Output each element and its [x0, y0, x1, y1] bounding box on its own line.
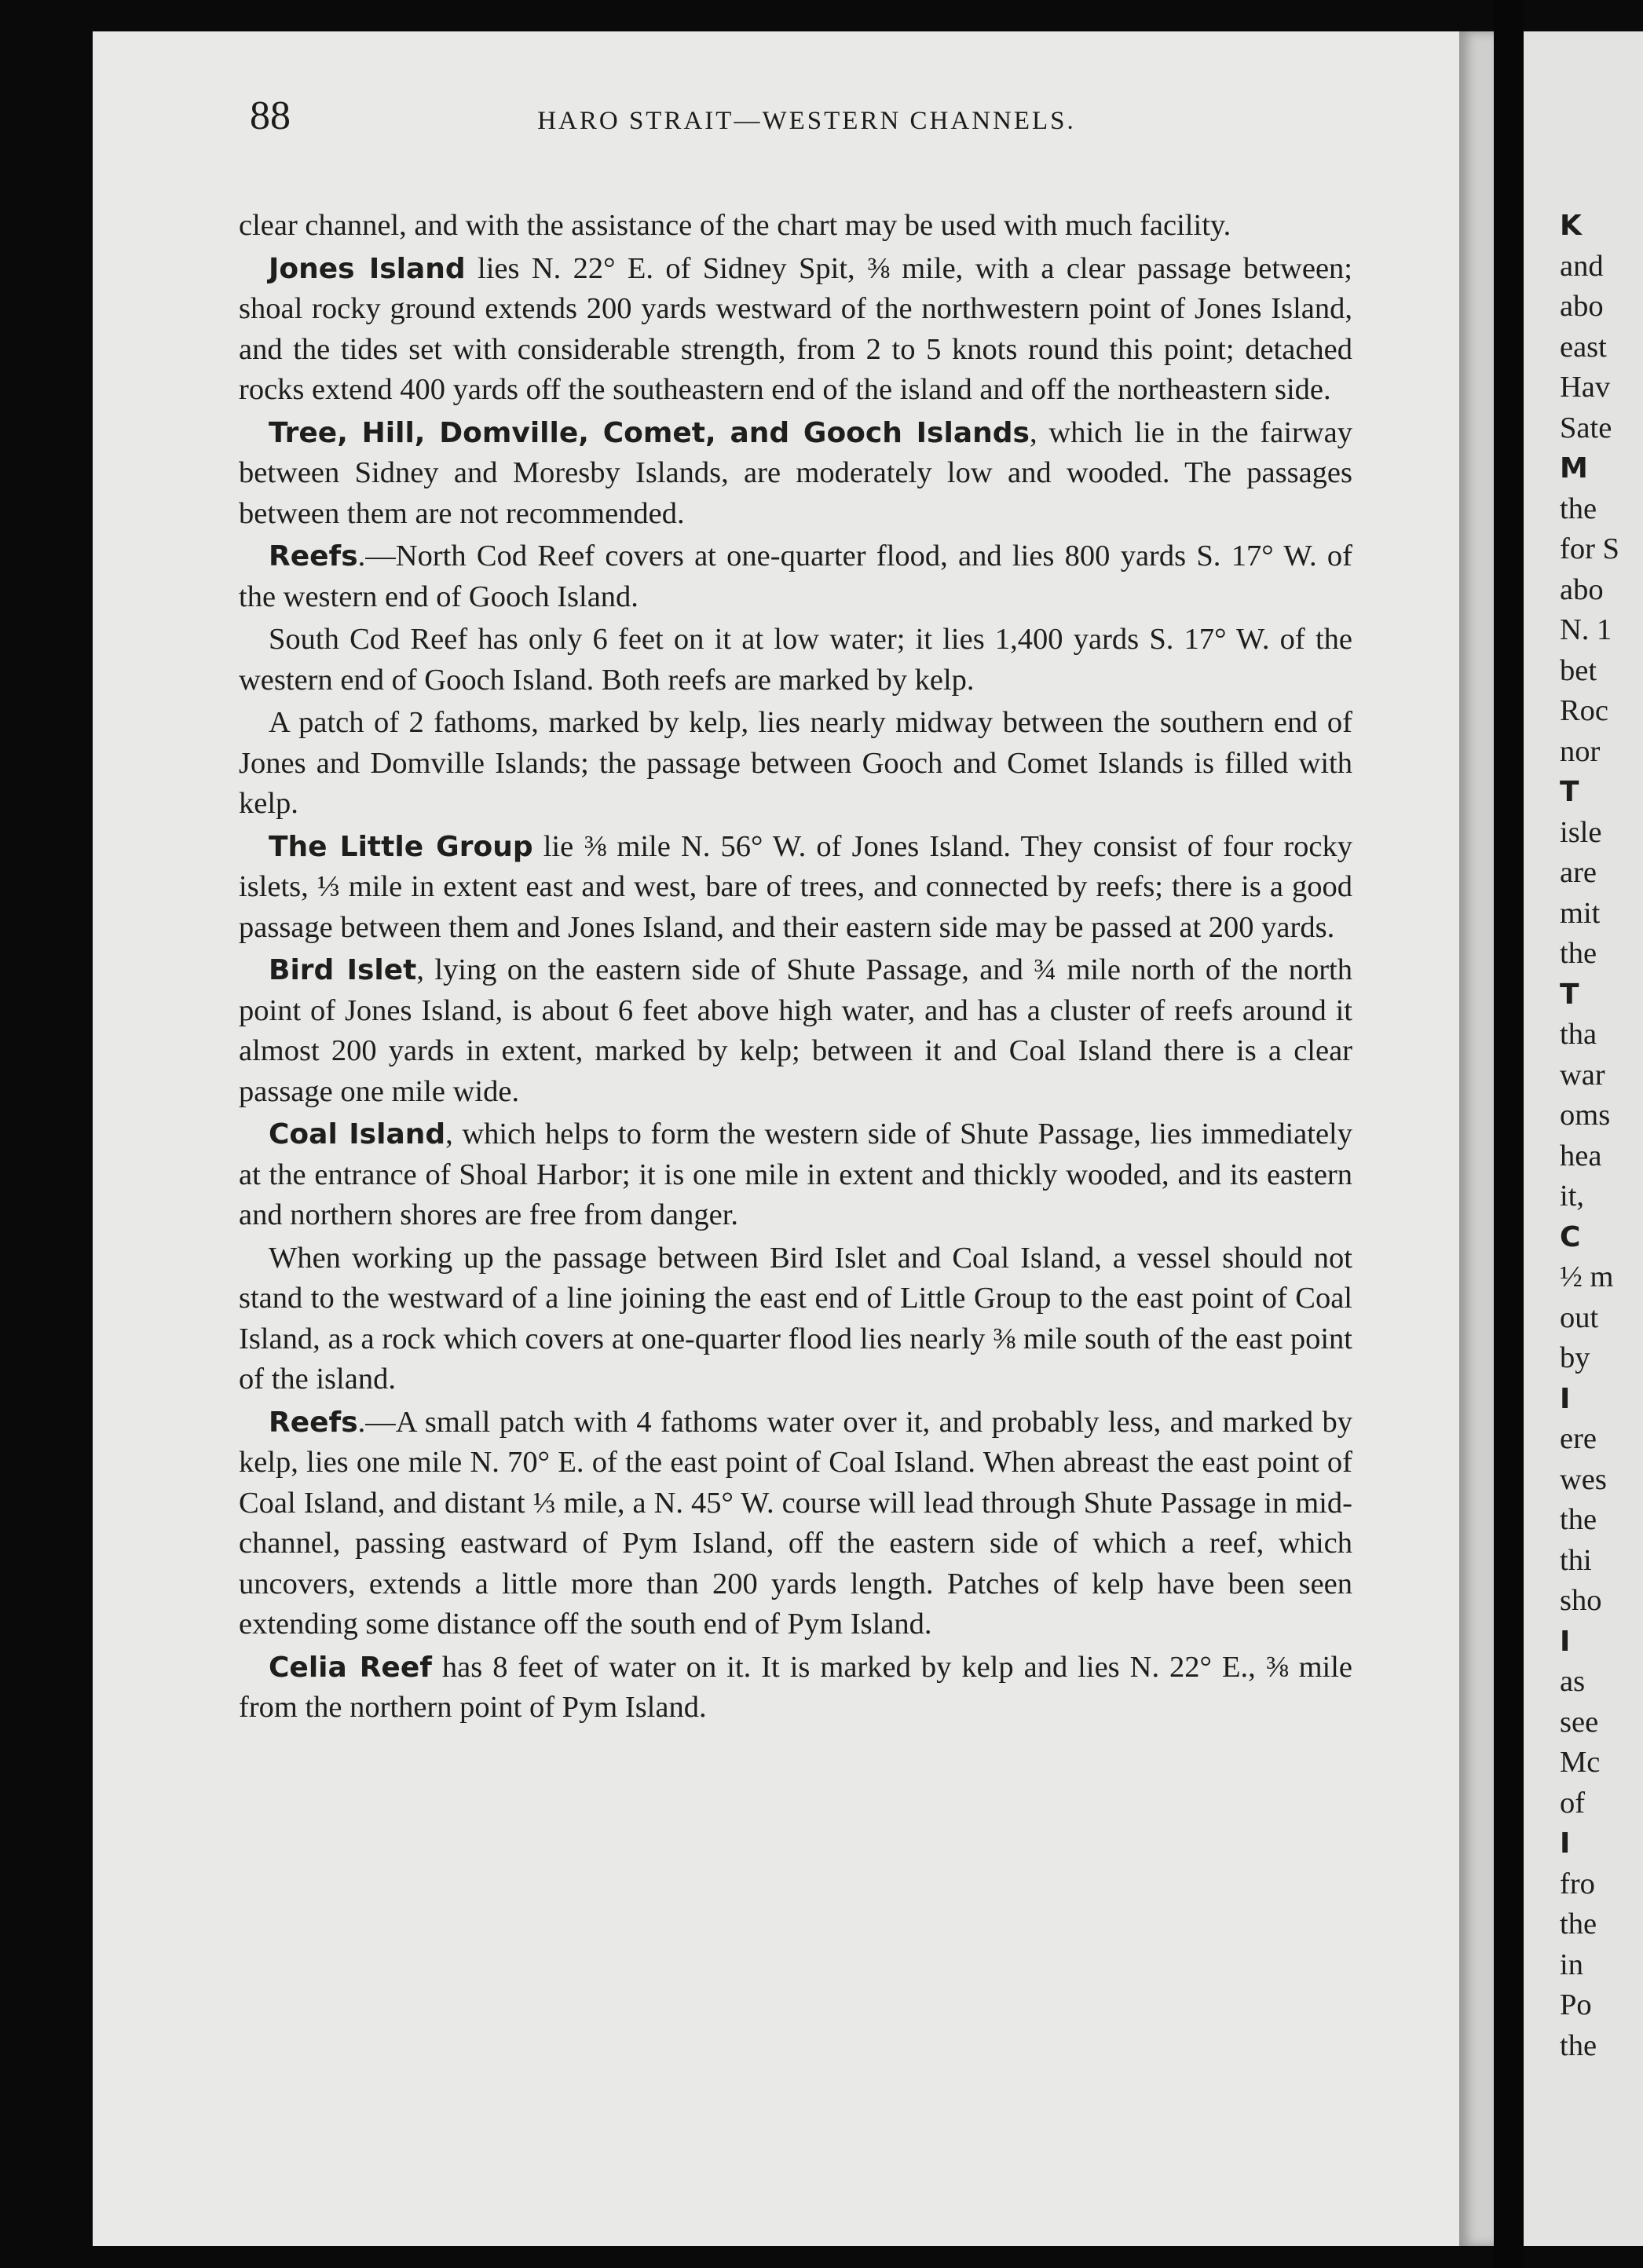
right-page-fragment: T — [1560, 978, 1579, 1011]
paragraph-heading: Bird Islet — [269, 954, 417, 986]
right-page-fragment: mit — [1560, 896, 1601, 930]
right-page-fragment: and — [1560, 249, 1604, 283]
paragraph-text: When working up the passage between Bird Islet and Coal Island, a vessel should not stand to the westward of a line joining the east end of Little Group to the east point of Coal Island, as a rock which covers at one-quarter flood lies nearly ⅜ mile south of the east point of the island. — [239, 1241, 1352, 1396]
right-page-fragment: abo — [1560, 290, 1604, 323]
right-page-fragment: C — [1560, 1220, 1581, 1253]
right-page-fragment: for S — [1560, 532, 1619, 565]
right-page-fragment: east — [1560, 330, 1607, 364]
paragraph-heading: Jones Island — [269, 252, 466, 285]
right-page-fragment: of — [1560, 1786, 1586, 1820]
right-page-fragment: ½ m — [1560, 1260, 1614, 1293]
right-page-fragment: I — [1560, 1827, 1571, 1860]
right-page-fragment: ere — [1560, 1422, 1597, 1455]
right-page-fragment: in — [1560, 1948, 1583, 1981]
page-number: 88 — [250, 93, 291, 138]
paragraph-text: , which lie in the fairway between Sidney and Moresby Islands, are moderately low and wooded. The passages between them are not recommended. — [239, 415, 1352, 530]
paragraph — [239, 827, 1352, 949]
right-page-fragment: abo — [1560, 572, 1604, 606]
paragraph-text: clear channel, and with the assistance of the chart may be used with much facility. — [239, 209, 1231, 242]
page-gutter-shadow — [1459, 31, 1494, 2246]
paragraph-text: , lying on the eastern side of Shute Passage, and ¾ mile north of the north point of Jones Island, is about 6 feet above high water, and has a cluster of reefs around it almost 200 yards in extent, marked by kelp; between it and Coal Island there is a clear passage one mile wide. — [239, 953, 1353, 1108]
paragraph-text: has 8 feet of water on it. It is marked by kelp and lies N. 22° E., ⅜ mile from the northern point of Pym Island. — [239, 1650, 1352, 1724]
right-page-fragment: I — [1560, 1625, 1571, 1658]
right-page-fragment: bet — [1560, 653, 1597, 687]
right-page-fragment: K — [1560, 210, 1582, 242]
paragraph-text: lies N. 22° E. of Sidney Spit, ⅜ mile, with a clear passage between; shoal rocky ground extends 200 yards westward of the northwestern point of Jones Island, and the tides set with considerable strength, from 2 to 5 knots round this point; detached rocks extend 400 yards off the southeastern end of the island and off the northeastern side. — [239, 251, 1352, 406]
right-page-fragment: by — [1560, 1341, 1590, 1374]
right-page-fragment: as — [1560, 1665, 1586, 1698]
paragraph-heading: Celia Reef — [269, 1651, 432, 1684]
right-page-fragment: the — [1560, 492, 1597, 525]
right-page-fragment: are — [1560, 856, 1597, 889]
right-page-fragment: T — [1560, 776, 1579, 808]
body-text — [239, 206, 1352, 1731]
paragraph — [239, 413, 1352, 535]
paragraph-heading: Coal Island — [269, 1118, 446, 1150]
right-page-fragment: N. 1 — [1560, 613, 1612, 646]
right-page-fragment: fro — [1560, 1867, 1595, 1900]
paragraph — [239, 1403, 1352, 1645]
right-page-fragment: out — [1560, 1300, 1599, 1334]
right-page-fragment: the — [1560, 2028, 1597, 2062]
right-page-fragment: the — [1560, 1908, 1597, 1941]
right-page-fragment: tha — [1560, 1018, 1597, 1051]
right-page-fragment: Roc — [1560, 694, 1609, 727]
paragraph-text: .—A small patch with 4 fathoms water over it, and probably less, and marked by kelp, lies one mile N. 70° E. of the east point of Coal Island. When abreast the east point of Coal Island, and distant ⅓ mile, a N. 45° W. course will lead through Shute Passage in mid-channel, passing eastward of Pym Island, off the eastern side of which a reef, which uncovers, extends a little more than 200 yards length. Patches of kelp have been seen extending some distance off the south end of Pym Island. — [239, 1405, 1352, 1641]
page-header — [250, 93, 1363, 140]
paragraph-heading: Reefs — [269, 540, 358, 572]
right-page-fragment: Mc — [1560, 1746, 1601, 1779]
right-page-fragment: thi — [1560, 1543, 1592, 1577]
right-page-fragment: I — [1560, 1382, 1571, 1415]
right-page-fragment: sho — [1560, 1584, 1602, 1617]
right-page-fragment: war — [1560, 1058, 1605, 1092]
right-page-text-fragments — [1560, 206, 1643, 2066]
paragraph-heading: Reefs — [269, 1406, 358, 1439]
paragraph-text: .—North Cod Reef covers at one-quarter flood, and lies 800 yards S. 17° W. of the western end of Gooch Island. — [239, 540, 1352, 613]
paragraph — [239, 536, 1352, 617]
right-page-fragment: isle — [1560, 815, 1602, 849]
right-page-fragment: M — [1560, 452, 1588, 485]
paragraph — [239, 703, 1352, 825]
paragraph-text: lie ⅜ mile N. 56° W. of Jones Island. They consist of four rocky islets, ⅓ mile in extent east and west, bare of trees, and connected by reefs; there is a good passage between them and Jones Island, and their eastern side may be passed at 200 yards. — [239, 829, 1352, 944]
book-spine — [1494, 0, 1524, 2268]
paragraph — [239, 950, 1352, 1112]
right-page-fragment: wes — [1560, 1462, 1607, 1496]
paragraph — [239, 1648, 1352, 1728]
paragraph-text: , which helps to form the western side of Shute Passage, lies immediately at the entrance of Shoal Harbor; it is one mile in extent and thickly wooded, and its eastern and northern shores are free from danger. — [239, 1118, 1352, 1231]
right-page-fragment: nor — [1560, 734, 1601, 768]
running-head: HARO STRAIT—WESTERN CHANNELS. — [537, 107, 1076, 135]
paragraph-heading: Tree, Hill, Domville, Comet, and Gooch Islands — [269, 416, 1030, 449]
paragraph — [239, 206, 1352, 247]
right-page-fragment: oms — [1560, 1099, 1611, 1132]
right-page-fragment: see — [1560, 1705, 1599, 1739]
right-page-fragment: hea — [1560, 1139, 1602, 1172]
right-page-fragment: it, — [1560, 1180, 1585, 1213]
right-page-fragment: the — [1560, 1503, 1597, 1536]
right-page-fragment: the — [1560, 937, 1597, 970]
paragraph-heading: The Little Group — [269, 830, 533, 863]
right-page-fragment: Hav — [1560, 371, 1611, 404]
paragraph — [239, 1238, 1352, 1400]
right-page-fragment: Sate — [1560, 411, 1612, 444]
paragraph — [239, 620, 1352, 701]
paragraph — [239, 1114, 1352, 1236]
paragraph — [239, 249, 1352, 411]
paragraph-text: South Cod Reef has only 6 feet on it at low water; it lies 1,400 yards S. 17° W. of the western end of Gooch Island. Both reefs are marked by kelp. — [239, 623, 1352, 697]
paragraph-text: A patch of 2 fathoms, marked by kelp, lies nearly midway between the southern end of Jones and Domville Islands; the passage between Gooch and Comet Islands is filled with kelp. — [239, 706, 1352, 820]
right-page-fragment: Po — [1560, 1988, 1592, 2021]
